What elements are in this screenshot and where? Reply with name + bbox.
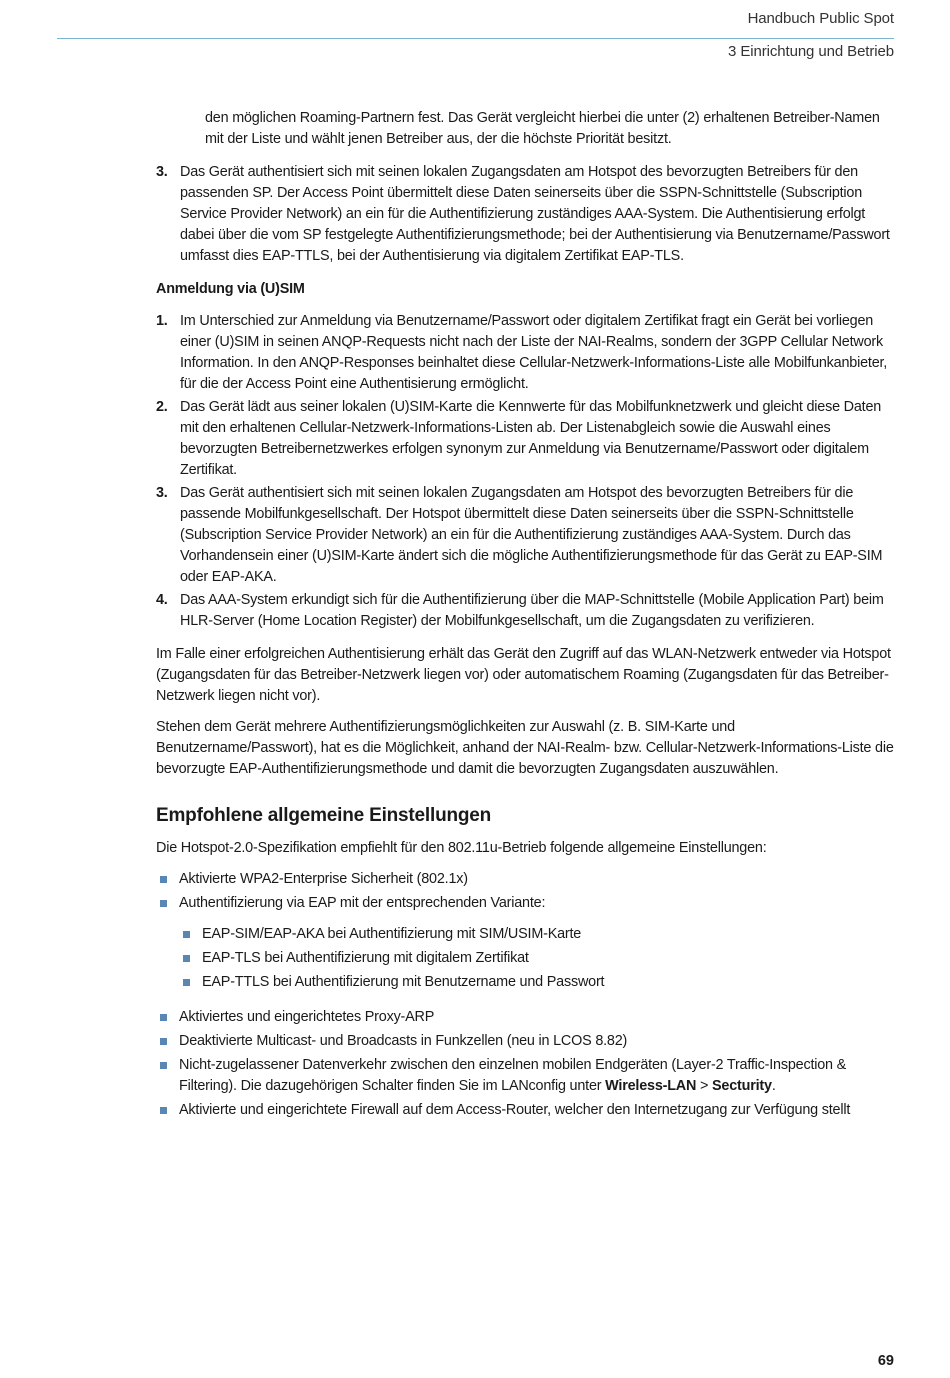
square-bullet-icon [160,1062,167,1069]
usim-steps [156,311,896,632]
paragraph-success: Im Falle einer erfolgreichen Authentisierung erhält das Gerät den Zugriff auf das WLAN-Netzwerk entweder via Hotspot (Zugangsdaten für das Betreiber-Netzwerk liegen vor) oder automatischem Roaming (Zugangsdaten für das Betreiber-Netzwerk liegen nicht vor). [156,646,891,704]
square-bullet-icon [160,900,167,907]
list-item [156,1031,896,1052]
menu-path-separator: > [696,1078,713,1094]
step-item [156,397,896,481]
step-item [156,311,896,395]
square-bullet-icon [160,1014,167,1021]
step-item [156,162,896,267]
square-bullet-icon [183,955,190,962]
step-item [156,483,896,588]
step-item [156,590,896,632]
list-item-text: Authentifizierung via EAP mit der entsprechenden Variante: [179,895,546,911]
list-item [156,1100,896,1121]
section-heading-settings: Empfohlene allgemeine Einstellungen [156,805,492,826]
step-text: Im Unterschied zur Anmeldung via Benutzername/Passwort oder digitalem Zertifikat fragt ein Gerät bei vorliegen einer (U)SIM in seinen ANQP-Requests nicht nach der Liste der NAI-Realms, sondern der 3GPP Cellular Network Information. In den ANQP-Responses beinhaltet diese Cellular-Netzwerk-Informations-Liste alle Mobilfunkanbieter, für die der Access Point eine Authentisierung ermöglicht. [180,313,888,392]
previous-steps [156,162,896,267]
step-text: Das Gerät authentisiert sich mit seinen lokalen Zugangsdaten am Hotspot des bevorzugten Betreibers für die passende Mobilfunkgesellschaft. Der Hotspot übermittelt diese Daten seinerseits über die SSPN-Schnittstelle (Subscription Service Provider Network) an ein für die Authentifizierung zuständiges AAA-System. Durch das Vorhandensein einer (U)SIM-Karte ändert sich die mögliche Authentifizierungsmethode für das Gerät zu EAP-SIM oder EAP-AKA. [180,485,883,585]
list-item [179,948,896,969]
step-number: 3. [156,485,168,501]
page-content [156,108,896,1124]
header-divider [57,38,894,39]
list-item [179,924,896,945]
header-manual-title: Handbuch Public Spot [747,10,894,27]
step-number: 2. [156,399,168,415]
list-item [179,972,896,993]
list-item-text: EAP-TTLS bei Authentifizierung mit Benutzername und Passwort [202,974,605,990]
sentence-end: . [771,1078,776,1094]
square-bullet-icon [160,1038,167,1045]
list-item-text: EAP-TLS bei Authentifizierung mit digitalem Zertifikat [202,950,529,966]
list-item-text: Aktivierte und eingerichtete Firewall auf dem Access-Router, welcher den Internetzugang zur Verfügung stellt [179,1102,851,1118]
list-item [156,893,896,993]
square-bullet-icon [160,876,167,883]
square-bullet-icon [183,931,190,938]
step-number: 4. [156,592,168,608]
usim-heading: Anmeldung via (U)SIM [156,281,305,297]
eap-variant-list [179,924,896,993]
square-bullet-icon [160,1107,167,1114]
list-item [156,1007,896,1028]
page-number: 69 [877,1353,894,1369]
step-number: 3. [156,164,168,180]
step-number: 1. [156,313,168,329]
menu-path-security: Secturity [712,1078,772,1094]
square-bullet-icon [183,979,190,986]
list-item [156,1055,896,1097]
header-chapter-title: 3 Einrichtung und Betrieb [728,43,894,60]
intro-continuation: den möglichen Roaming-Partnern fest. Das Gerät vergleicht hierbei die unter (2) erhaltenen Betreiber-Namen mit der Liste und wählt jenen Betreiber aus, der die höchste Priorität besitzt. [205,110,880,147]
settings-list [156,869,896,1121]
paragraph-multiple-methods: Stehen dem Gerät mehrere Authentifizierungsmöglichkeiten zur Auswahl (z. B. SIM-Karte und Benutzername/Passwort), hat es die Möglichkeit, anhand der NAI-Realm- bzw. Cellular-Netzwerk-Informations-Liste die bevorzugte EAP-Authentifizierungsmethode und damit die bevorzugten Zugangsdaten auszuwählen. [156,719,894,777]
list-item [156,869,896,890]
menu-path-wireless-lan: Wireless-LAN [605,1078,697,1094]
step-text: Das Gerät lädt aus seiner lokalen (U)SIM-Karte die Kennwerte für das Mobilfunknetzwerk und gleicht diese Daten mit den erhaltenen Cellular-Netzwerk-Informations-Listen ab. Der Listenabgleich sowie die Auswahl eines bevorzugten Betreibernetzwerkes erfolgen synonym zur Anmeldung via Benutzername/Passwort oder digitalem Zertifikat. [180,399,882,478]
list-item-text: Aktiviertes und eingerichtetes Proxy-ARP [179,1009,435,1025]
step-text: Das Gerät authentisiert sich mit seinen lokalen Zugangsdaten am Hotspot des bevorzugten Betreibers für den passenden SP. Der Access Point übermittelt diese Daten seinerseits über die SSPN-Schnittstelle (Subscription Service Provider Network) an ein für die Authentifizierung zuständiges AAA-System. Die Authentisierung erfolgt dabei über die vom SP festgelegte Authentifizierungsmethode; bei der Authentisierung via Benutzername/Passwort umfasst dies EAP-TTLS, bei der Authentisierung via digitalem Zertifikat EAP-TLS. [180,164,890,264]
step-text: Das AAA-System erkundigt sich für die Authentifizierung über die MAP-Schnittstelle (Mobile Application Part) beim HLR-Server (Home Location Register) der Mobilfunkgesellschaft, um die Zugangsdaten zu verifizieren. [180,592,884,629]
list-item-text: EAP-SIM/EAP-AKA bei Authentifizierung mit SIM/USIM-Karte [202,926,582,942]
list-item-text: Deaktivierte Multicast- und Broadcasts in Funkzellen (neu in LCOS 8.82) [179,1033,628,1049]
list-item-text: Nicht-zugelassener Datenverkehr zwischen den einzelnen mobilen Endgeräten (Layer-2 Traffic-Inspection & Filtering). Die dazugehörigen Schalter finden Sie im LANconfig unter [179,1057,847,1094]
list-item-text: Aktivierte WPA2-Enterprise Sicherheit (802.1x) [179,871,468,887]
settings-intro: Die Hotspot-2.0-Spezifikation empfiehlt für den 802.11u-Betrieb folgende allgemeine Einstellungen: [156,840,767,856]
